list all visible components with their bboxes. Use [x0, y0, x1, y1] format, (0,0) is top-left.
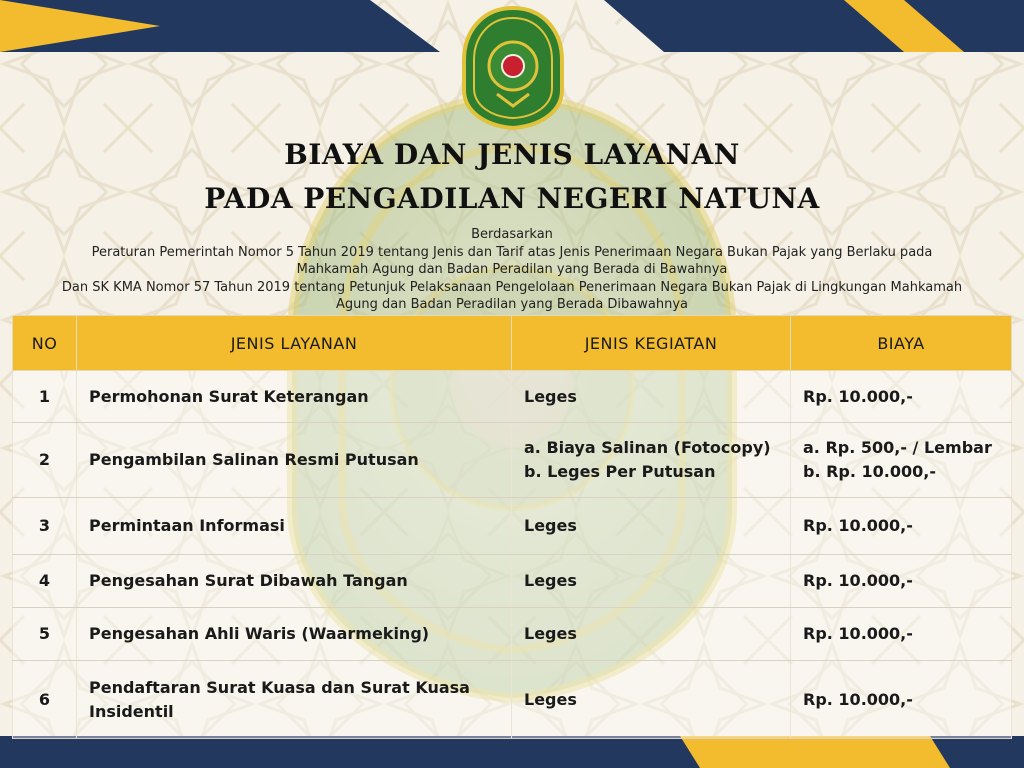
table-row	[13, 608, 1012, 661]
activity: Leges	[512, 555, 791, 608]
activity: Leges	[512, 498, 791, 555]
legal-basis	[0, 226, 1024, 314]
service-fee-table	[12, 315, 1012, 739]
fee: Rp. 10.000,-	[791, 498, 1012, 555]
row-number: 2	[13, 423, 77, 498]
activity: Leges	[512, 371, 791, 423]
column-header-service: JENIS LAYANAN	[77, 316, 512, 371]
row-number: 3	[13, 498, 77, 555]
service-name: Pengambilan Salinan Resmi Putusan	[77, 423, 512, 498]
service-name: Pengesahan Surat Dibawah Tangan	[77, 555, 512, 608]
fee-line: a. Rp. 500,- / Lembar	[803, 438, 992, 457]
legal-basis-line: Mahkamah Agung dan Badan Peradilan yang Berada di Bawahnya	[296, 262, 728, 277]
top-right-banner	[604, 0, 1024, 52]
row-number: 5	[13, 608, 77, 661]
legal-basis-intro: Berdasarkan	[471, 227, 553, 242]
table-row	[13, 661, 1012, 739]
column-header-fee: BIAYA	[791, 316, 1012, 371]
activity: Leges	[512, 608, 791, 661]
fee-line: b. Rp. 10.000,-	[803, 462, 936, 481]
service-name: Permohonan Surat Keterangan	[77, 371, 512, 423]
top-left-banner	[0, 0, 440, 52]
fee	[791, 423, 1012, 498]
activity-line: a. Biaya Salinan (Fotocopy)	[524, 438, 771, 457]
column-header-no: NO	[13, 316, 77, 371]
fee: Rp. 10.000,-	[791, 555, 1012, 608]
table-header-row	[13, 316, 1012, 371]
activity: Leges	[512, 661, 791, 739]
activity	[512, 423, 791, 498]
table-row	[13, 371, 1012, 423]
row-number: 1	[13, 371, 77, 423]
legal-basis-line: Dan SK KMA Nomor 57 Tahun 2019 tentang Petunjuk Pelaksanaan Pengelolaan Penerimaan Negara Bukan Pajak di Lingkungan Mahkamah	[61, 279, 963, 295]
column-header-activity: JENIS KEGIATAN	[512, 316, 791, 371]
page-title-line-1: BIAYA DAN JENIS LAYANAN	[284, 138, 740, 171]
row-number: 4	[13, 555, 77, 608]
legal-basis-line: Agung dan Badan Peradilan yang Berada Dibawahnya	[335, 297, 688, 312]
page-title-line-2: PADA PENGADILAN NEGERI NATUNA	[204, 182, 820, 215]
table-row	[13, 555, 1012, 608]
fee: Rp. 10.000,-	[791, 661, 1012, 739]
activity-line: b. Leges Per Putusan	[524, 462, 716, 481]
table-row	[13, 423, 1012, 498]
court-emblem-icon	[462, 6, 564, 130]
fee: Rp. 10.000,-	[791, 608, 1012, 661]
fee: Rp. 10.000,-	[791, 371, 1012, 423]
service-name: Pengesahan Ahli Waris (Waarmeking)	[77, 608, 512, 661]
service-name: Pendaftaran Surat Kuasa dan Surat Kuasa Insidentil	[77, 661, 512, 739]
legal-basis-line: Peraturan Pemerintah Nomor 5 Tahun 2019 tentang Jenis dan Tarif atas Jenis Penerimaan Negara Bukan Pajak yang Berlaku pada	[91, 244, 933, 260]
table-row	[13, 498, 1012, 555]
row-number: 6	[13, 661, 77, 739]
service-name: Permintaan Informasi	[77, 498, 512, 555]
bottom-banner	[0, 736, 1024, 768]
